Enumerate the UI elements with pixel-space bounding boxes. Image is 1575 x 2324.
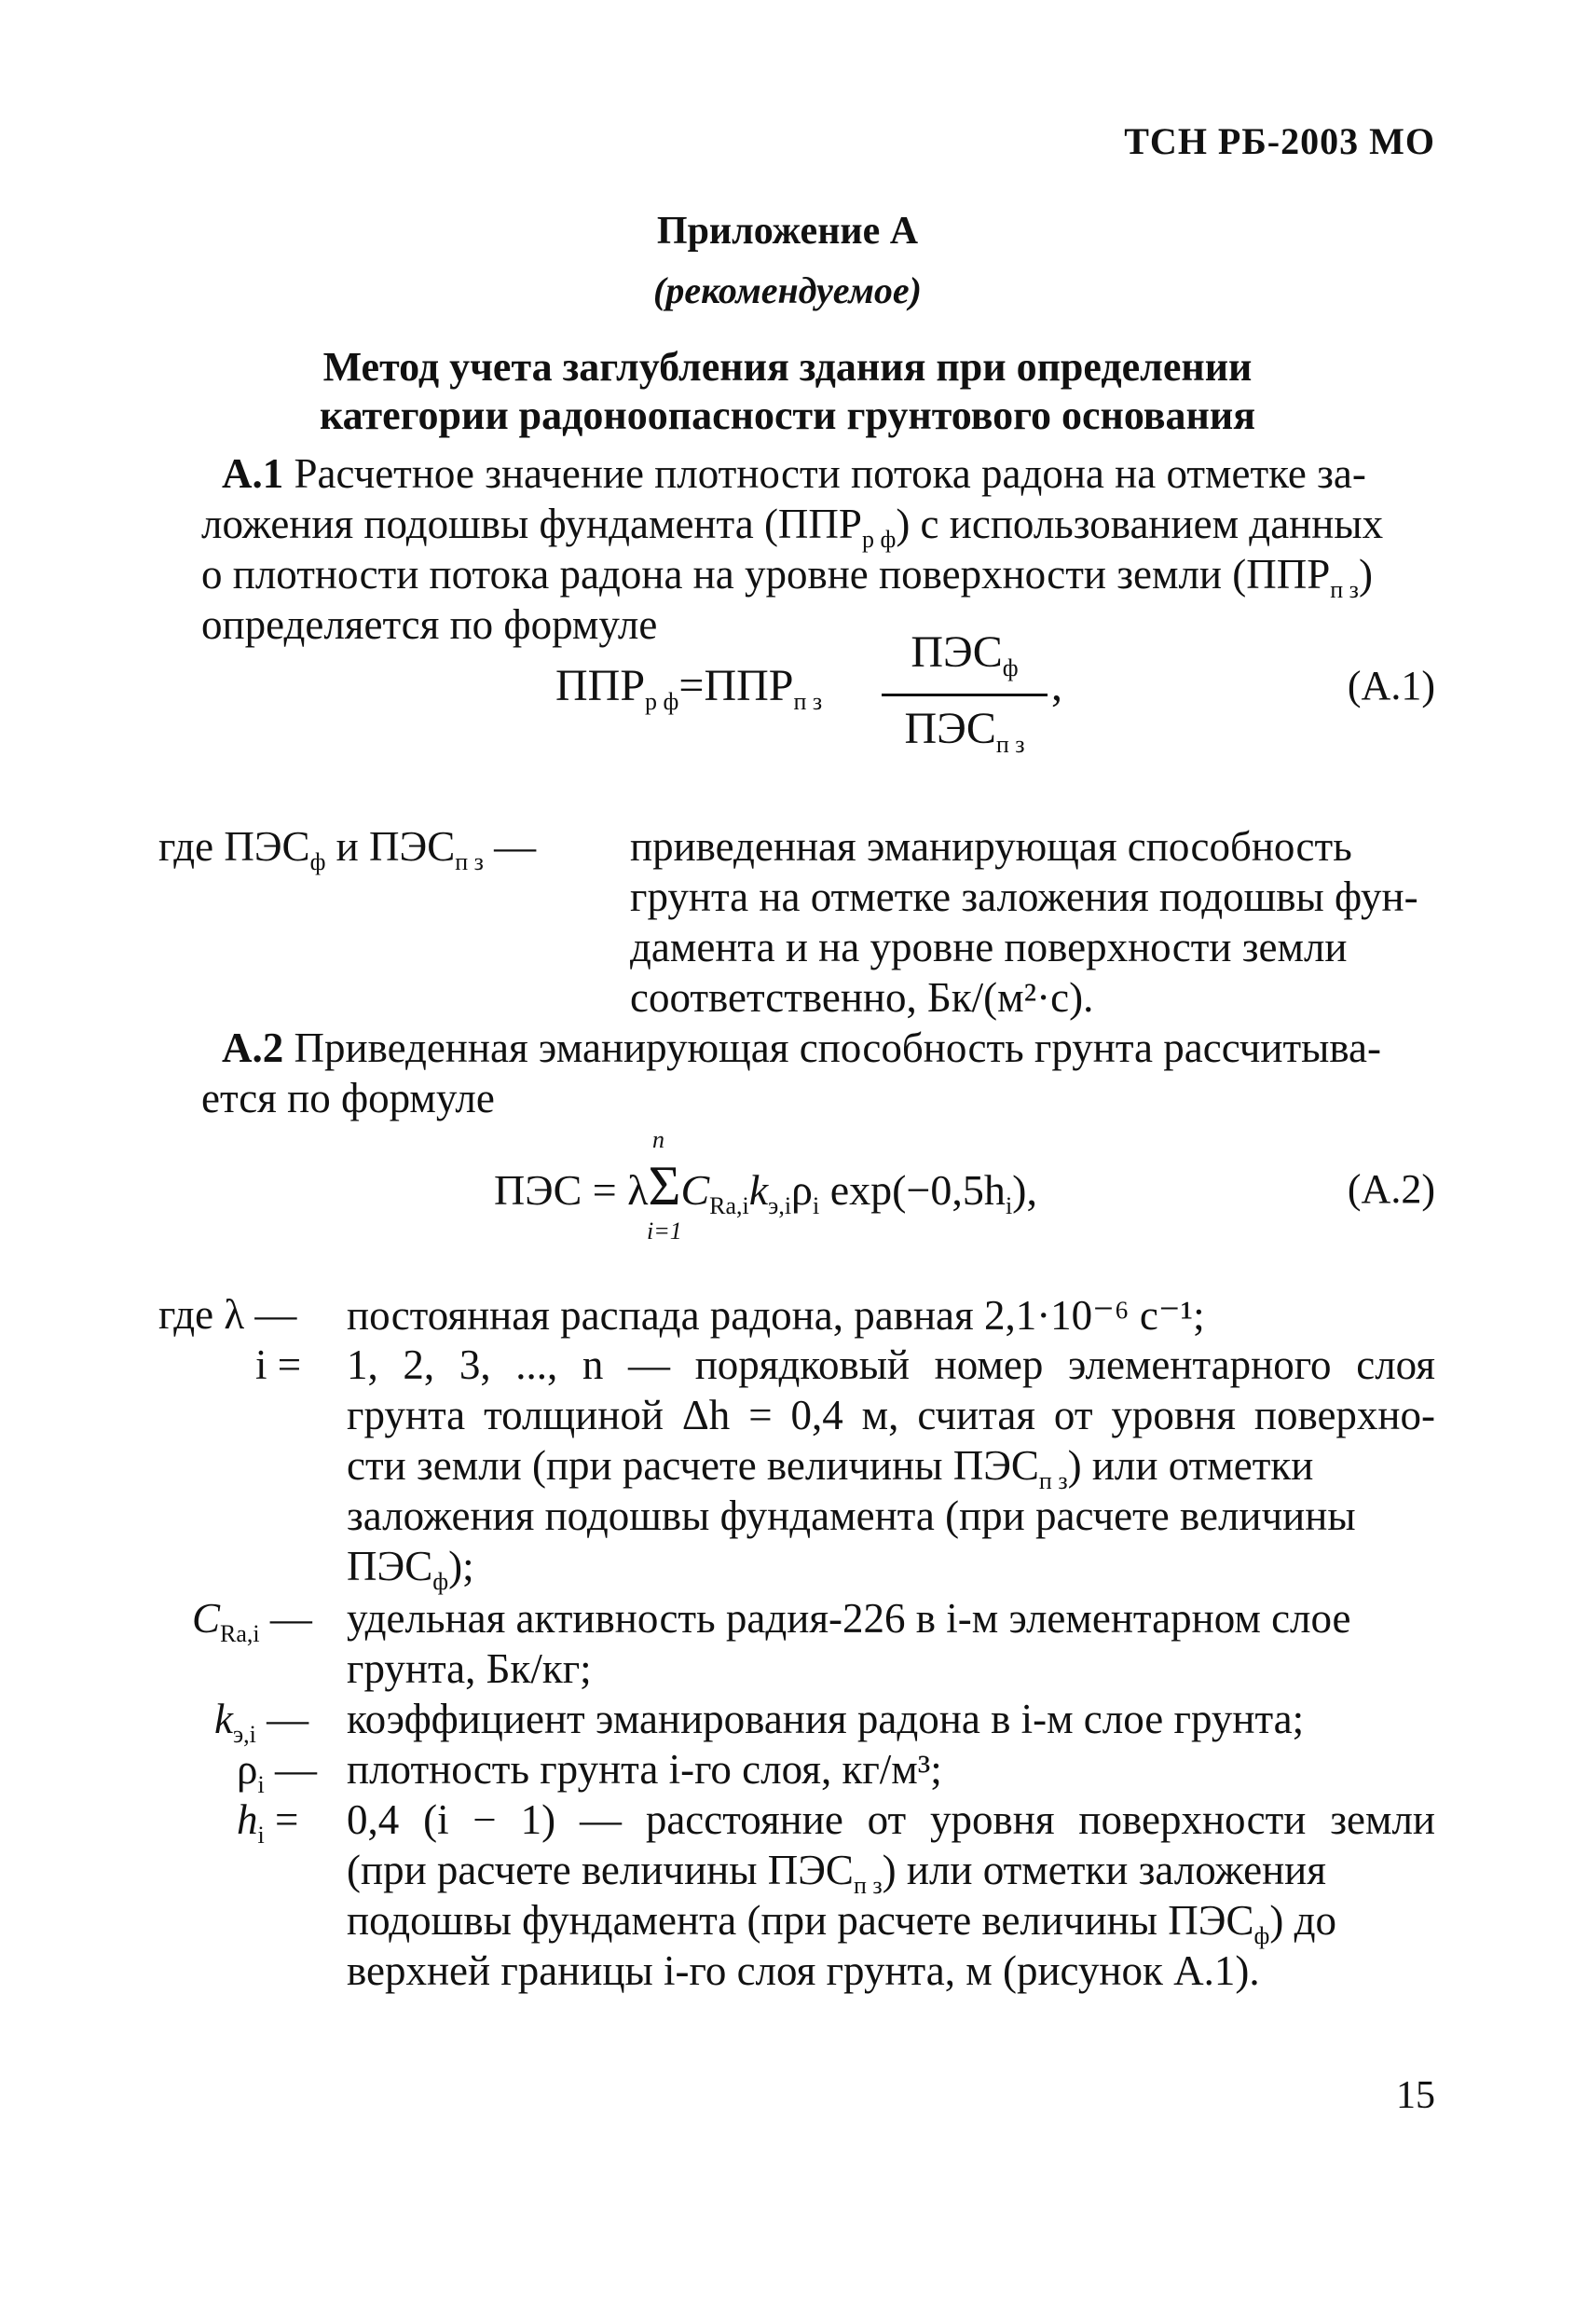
sum-upper-limit: n xyxy=(652,1126,664,1153)
sum-lower-limit: i=1 xyxy=(647,1217,682,1245)
formula-a1-comma: , xyxy=(1051,661,1062,710)
def-c-line1: удельная активность радия-226 в i-м элементарном слое xyxy=(347,1595,1351,1642)
def-h-line2: (при расчете величины $ПЭС_{п з}$) или отметки заложения xyxy=(347,1847,1326,1899)
def-c-line2: грунта, Бк/кг; xyxy=(347,1645,592,1692)
def-h-line1: 0,4 (i − 1) — расстояние от уровня поверхности земли xyxy=(347,1796,1435,1843)
paragraph-a2-line1: А.2 Приведенная эманирующая способность грунта рассчитыва- xyxy=(222,1024,1382,1071)
def-c-lead: $C_{Ra,i}$ — xyxy=(192,1595,312,1647)
document-code: ТСН РБ-2003 МО xyxy=(1124,120,1435,162)
equation-number-a2: (А.2) xyxy=(1347,1166,1435,1212)
def-i-lead: i = xyxy=(255,1341,302,1388)
def-h-line3: подошвы фундамента (при расчете величины $ПЭС_ф$) до xyxy=(347,1897,1336,1949)
sigma-symbol: Σ xyxy=(648,1155,681,1217)
def-i-line4: заложения подошвы фундамента (при расчете величины xyxy=(347,1492,1356,1539)
where-a1-text-line4: соответственно, Бк/(м²·с). xyxy=(630,974,1094,1021)
def-h-lead: $h_i$ = xyxy=(237,1796,299,1849)
section-heading-line1: Метод учета заглубления здания при определении xyxy=(322,344,1253,390)
def-i-line1: 1, 2, 3, ..., n — порядковый номер элементарного слоя xyxy=(347,1341,1435,1388)
paragraph-label: А.2 xyxy=(222,1024,284,1071)
def-lambda-lead: где λ — xyxy=(158,1291,297,1338)
def-k-lead: $k_{э,i}$ — xyxy=(214,1696,309,1748)
section-heading-line2: категории радоноопасности грунтового основания xyxy=(319,392,1256,438)
def-lambda-text: постоянная распада радона, равная 2,1·10⁻⁶ с⁻¹; xyxy=(347,1292,1205,1339)
formula-a2: ПЭС = $\lambda\Sigma C_{Ra,i}k_{э,i}\rho_i$ $\exp(-0,5h_i)$, xyxy=(494,1155,1037,1219)
paragraph-label: А.1 xyxy=(222,450,284,497)
paragraph-a1-line2: ложения подошвы фундамента $(ППР_{р ф})$ с использованием данных xyxy=(201,501,1384,553)
formula-a1-lhs: $ППР_{р ф}=ППР_{п з}$ xyxy=(555,661,823,715)
paragraph-a1-line3: о плотности потока радона на уровне поверхности земли $(ППР_{п з})$ xyxy=(201,551,1373,603)
where-a1-text-line3: дамента и на уровне поверхности земли xyxy=(630,924,1348,970)
def-i-line5: $ПЭС_ф$); xyxy=(347,1543,474,1595)
def-rho-text: плотность грунта i-го слоя, кг/м³; xyxy=(347,1746,942,1793)
appendix-subtitle: (рекомендуемое) xyxy=(653,269,922,311)
def-rho-lead: $\rho_i$ — xyxy=(237,1746,317,1798)
page-number: 15 xyxy=(1396,2074,1435,2117)
where-a1-lead: где $ПЭС_ф$ и $ПЭС_{п з}$ — xyxy=(158,823,537,875)
def-i-line3: сти земли (при расчете величины $ПЭС_{п з}$) или отметки xyxy=(347,1442,1314,1494)
appendix-title: Приложение А xyxy=(656,210,919,253)
def-i-line2: грунта толщиной Δh = 0,4 м, считая от уровня поверхно- xyxy=(347,1392,1435,1438)
fraction-bar xyxy=(882,694,1048,696)
where-a1-text-line1: приведенная эманирующая способность xyxy=(630,823,1352,870)
paragraph-a2-line2: ется по формуле xyxy=(201,1075,495,1121)
equation-number-a1: (А.1) xyxy=(1347,663,1435,708)
formula-a1-numerator: $ПЭС_ф$ xyxy=(911,627,1019,681)
formula-a1-denominator: $ПЭС_{п з}$ xyxy=(904,704,1025,758)
def-h-line4: верхней границы i-го слоя грунта, м (рисунок А.1). xyxy=(347,1947,1260,1994)
paragraph-a1-line4: определяется по формуле xyxy=(201,601,658,648)
paragraph-a1-line1: А.1 Расчетное значение плотности потока радона на отметке за- xyxy=(222,450,1366,497)
where-a1-text-line2: грунта на отметке заложения подошвы фун- xyxy=(630,873,1418,920)
def-k-text: коэффициент эманирования радона в i-м слое грунта; xyxy=(347,1696,1305,1742)
